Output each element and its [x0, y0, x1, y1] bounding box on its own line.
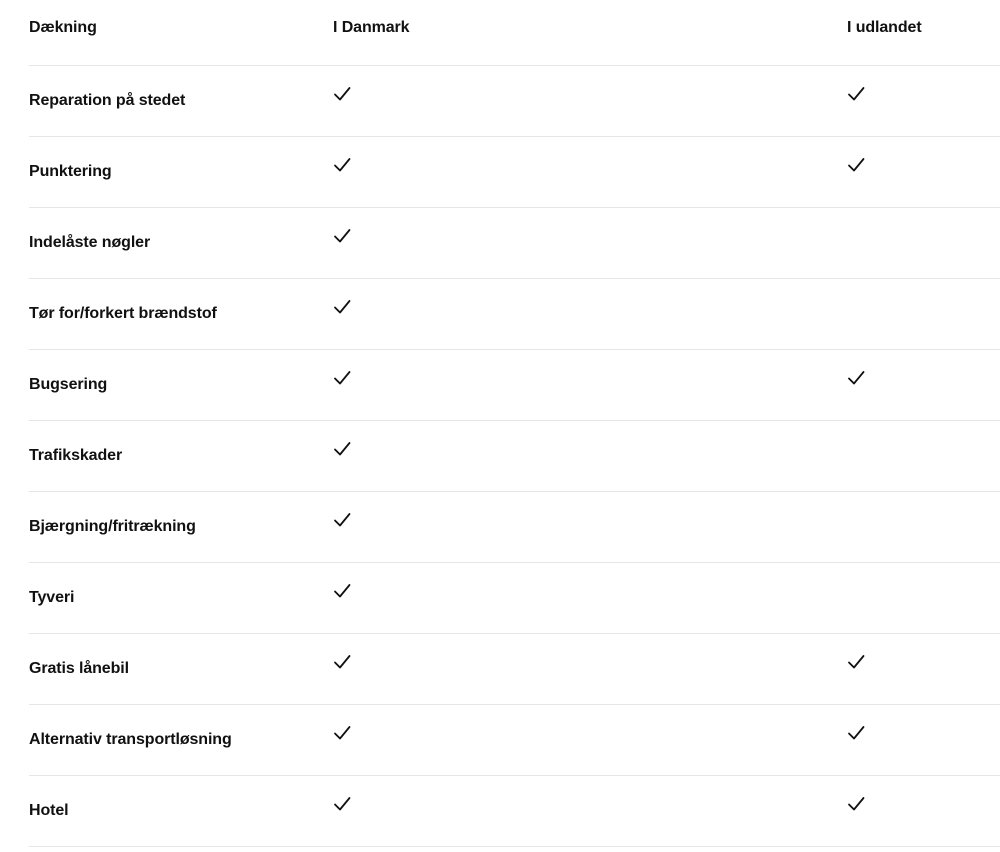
- coverage-label: Tør for/forkert brændstof: [29, 305, 217, 322]
- checkmark-icon: [333, 228, 351, 244]
- table-body: [29, 66, 1000, 847]
- table-row: [29, 208, 1000, 279]
- checkmark-icon: [847, 654, 865, 670]
- coverage-label: Reparation på stedet: [29, 92, 186, 109]
- checkmark-icon: [333, 299, 351, 315]
- coverage-label: Hotel: [29, 802, 69, 819]
- coverage-label: Bugsering: [29, 376, 108, 393]
- header-abroad: I udlandet: [847, 19, 922, 36]
- table-row: [29, 705, 1000, 776]
- checkmark-icon: [333, 725, 351, 741]
- header-coverage: Dækning: [29, 19, 97, 36]
- checkmark-icon: [333, 654, 351, 670]
- checkmark-icon: [847, 157, 865, 173]
- coverage-label: Punktering: [29, 163, 112, 180]
- table-row: [29, 563, 1000, 634]
- table-row: [29, 421, 1000, 492]
- table-row: [29, 279, 1000, 350]
- coverage-label: Trafikskader: [29, 447, 123, 464]
- checkmark-icon: [333, 441, 351, 457]
- table-row: [29, 634, 1000, 705]
- table-row: [29, 776, 1000, 847]
- table-row: [29, 137, 1000, 208]
- checkmark-icon: [333, 86, 351, 102]
- coverage-table: [29, 0, 1000, 847]
- coverage-label: Gratis lånebil: [29, 660, 129, 677]
- header-denmark: I Danmark: [333, 19, 410, 36]
- checkmark-icon: [847, 725, 865, 741]
- checkmark-icon: [847, 796, 865, 812]
- checkmark-icon: [333, 157, 351, 173]
- checkmark-icon: [333, 583, 351, 599]
- coverage-label: Tyveri: [29, 589, 75, 606]
- checkmark-icon: [847, 86, 865, 102]
- coverage-label: Alternativ transportløsning: [29, 731, 232, 748]
- checkmark-icon: [333, 796, 351, 812]
- coverage-label: Indelåste nøgler: [29, 234, 151, 251]
- checkmark-icon: [333, 370, 351, 386]
- coverage-label: Bjærgning/fritrækning: [29, 518, 196, 535]
- checkmark-icon: [333, 512, 351, 528]
- table-row: [29, 350, 1000, 421]
- table-row: [29, 492, 1000, 563]
- table-row: [29, 66, 1000, 137]
- table-header-row: [29, 0, 1000, 66]
- checkmark-icon: [847, 370, 865, 386]
